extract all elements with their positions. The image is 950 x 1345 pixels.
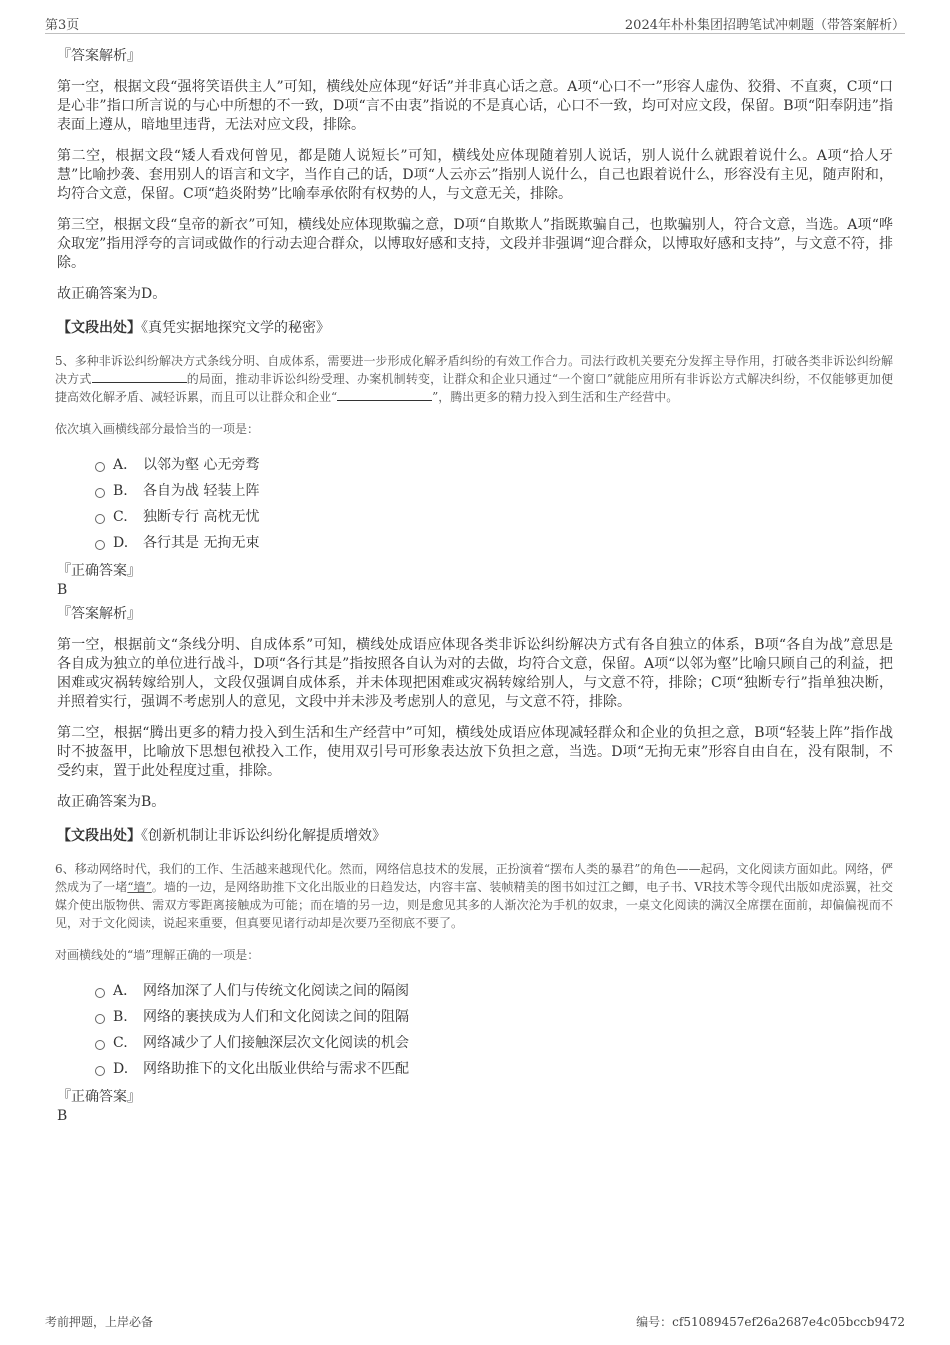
q5-options (95, 452, 893, 556)
q4-analysis-para: 第二空，根据文段“矮人看戏何曾见，都是随人说短长”可知，横线处应体现随着别人说话，别人说什么就跟着说什么。A项“拾人牙慧”比喻抄袭、套用别人的语言和文字，当作自己的话，D项“人云亦云”指别人说什么，自己也跟着说什么，形容没有主见，随声附和，均符合文意，保留。C项“趋炎附势”比喻奉承依附有权势的人，与文意无关，排除。 (57, 148, 893, 202)
q6-answer-tag: 『正确答案』 (57, 1089, 141, 1105)
document-title: 2024年朴朴集团招聘笔试冲刺题（带答案解析） (624, 18, 905, 33)
radio-icon[interactable] (95, 488, 105, 498)
page-content (57, 46, 893, 1130)
q5-option-c[interactable]: C. 独断专行 高枕无忧 (95, 504, 893, 530)
radio-icon[interactable] (95, 988, 105, 998)
q5-analysis-tag: 『答案解析』 (57, 606, 141, 622)
q6-question-text: 6、移动网络时代，我们的工作、生活越来越现代化。然而，网络信息技术的发展，正扮演着“摆布人类的暴君”的角色——起码，文化阅读方面如此。网络，俨然成为了一堵“墙”。墙的一边，是网络助推下文化出版业的日趋发达，内容丰富、装帧精美的图书如过江之鲫，电子书、VR技术等令现代出版如虎添翼，社交媒介使出版物供、需双方零距离接触成为可能；而在墙的另一边，则是愈见其多的人渐次沦为手机的奴隶，一桌文化阅读的满汉全席摆在面前，却偏偏视而不见，对于文化阅读，说起来重要，但真要见诸行动却是次要乃至彻底不要了。 (55, 862, 893, 930)
source-label: 【文段出处】 (57, 828, 141, 844)
blank-line (337, 389, 432, 401)
radio-icon[interactable] (95, 514, 105, 524)
q6-option-a[interactable]: A． 网络加深了人们与传统文化阅读之间的隔阂 (95, 978, 893, 1004)
q4-analysis-para: 第一空，根据文段“强将笑语供主人”可知，横线处应体现“好话”并非真心话之意。A项“心口不一”形容人虚伪、狡猾、不直爽，C项“口是心非”指口所言说的与心中所想的不一致，D项“言不由衷”指说的不是真心话，心口不一致，均可对应文段，保留。B项“阳奉阴违”指表面上遵从，暗地里违背，无法对应文段，排除。 (57, 79, 893, 133)
q6-options (95, 978, 893, 1082)
source-title: 《创新机制让非诉讼纠纷化解提质增效》 (141, 828, 386, 844)
q6-option-d[interactable]: D. 网络助推下的文化出版业供给与需求不匹配 (95, 1056, 893, 1082)
q5-option-a[interactable]: A． 以邻为壑 心无旁骛 (95, 452, 893, 478)
q6-option-b[interactable]: B. 网络的裹挟成为人们和文化阅读之间的阻隔 (95, 1004, 893, 1030)
q5-option-d[interactable]: D. 各行其是 无拘无束 (95, 530, 893, 556)
q4-conclusion: 故正确答案为D。 (57, 286, 167, 302)
q5-conclusion: 故正确答案为B。 (57, 794, 166, 810)
q5-option-b[interactable]: B. 各自为战 轻装上阵 (95, 478, 893, 504)
radio-icon[interactable] (95, 540, 105, 550)
page-number: 第3页 (45, 18, 80, 33)
q4-analysis-tag: 『答案解析』 (57, 48, 141, 64)
q4-source (57, 318, 893, 338)
radio-icon[interactable] (95, 1040, 105, 1050)
q6-prompt: 对画横线处的“墙”理解正确的一项是： (55, 948, 260, 962)
source-label: 【文段出处】 (57, 320, 141, 336)
footer-code: 编号：cf51089457ef26a2687e4c05bccb9472 (636, 1315, 905, 1329)
q5-answer-tag: 『正确答案』 (57, 563, 141, 579)
source-title: 《真凭实据地探究文学的秘密》 (141, 320, 330, 336)
q5-analysis-para: 第一空，根据前文“条线分明、自成体系”可知，横线处成语应体现各类非诉讼纠纷解决方式有各自独立的体系，B项“各自为战”意思是各自成为独立的单位进行战斗，D项“各行其是”指按照各自认为对的去做，均符合文意，保留。A项“以邻为壑”比喻只顾自己的利益，把困难或灾祸转嫁给别人，文段仅强调自成体系，并未体现把困难或灾祸转嫁给别人，与文意不符，排除；C项“独断专行”指单独决断，并照着实行，强调不考虑别人的意见，文段中并未涉及考虑别人的意见，与文意不符，排除。 (57, 637, 893, 710)
underlined-term: “墙” (127, 880, 152, 894)
q4-analysis-para: 第三空，根据文段“皇帝的新衣”可知，横线处应体现欺骗之意，D项“自欺欺人”指既欺骗自己，也欺骗别人，符合文意，当选。A项“哗众取宠”指用浮夸的言词或做作的行动去迎合群众，以博取好感和支持，文段并非强调“迎合群众，以博取好感和支持”，与文意不符，排除。 (57, 217, 893, 271)
q5-analysis-para: 第二空，根据“腾出更多的精力投入到生活和生产经营中”可知，横线处成语应体现减轻群众和企业的负担之意，B项“轻装上阵”指作战时不披盔甲，比喻放下思想包袱投入工作，使用双引号可形象表达放下负担之意，当选。D项“无拘无束”形容自由自在，没有限制，不受约束，置于此处程度过重，排除。 (57, 725, 893, 779)
radio-icon[interactable] (95, 1066, 105, 1076)
radio-icon[interactable] (95, 1014, 105, 1024)
q6-answer: B (57, 1108, 68, 1124)
q6-option-c[interactable]: C. 网络减少了人们接触深层次文化阅读的机会 (95, 1030, 893, 1056)
q5-question-text: 5、多种非诉讼纠纷解决方式条线分明、自成体系，需要进一步形成化解矛盾纠纷的有效工作合力。司法行政机关要充分发挥主导作用，打破各类非诉讼纠纷解决方式 的局面，推动非诉讼纠纷受理、办案机制转变，让群众和企业只通过“一个窗口”就能应用所有非诉讼方式解决纠纷，不仅能够更加便捷高效化解矛盾、减轻诉累，而且可以让群众和企业“ ”，腾出更多的精力投入到生活和生产经营中。 (55, 354, 893, 404)
blank-line (92, 371, 187, 383)
q5-source (57, 826, 893, 846)
radio-icon[interactable] (95, 462, 105, 472)
q5-prompt: 依次填入画横线部分最恰当的一项是： (55, 422, 260, 436)
q5-answer: B (57, 582, 68, 598)
page-header (45, 10, 905, 34)
footer-slogan: 考前押题，上岸必备 (45, 1315, 154, 1329)
